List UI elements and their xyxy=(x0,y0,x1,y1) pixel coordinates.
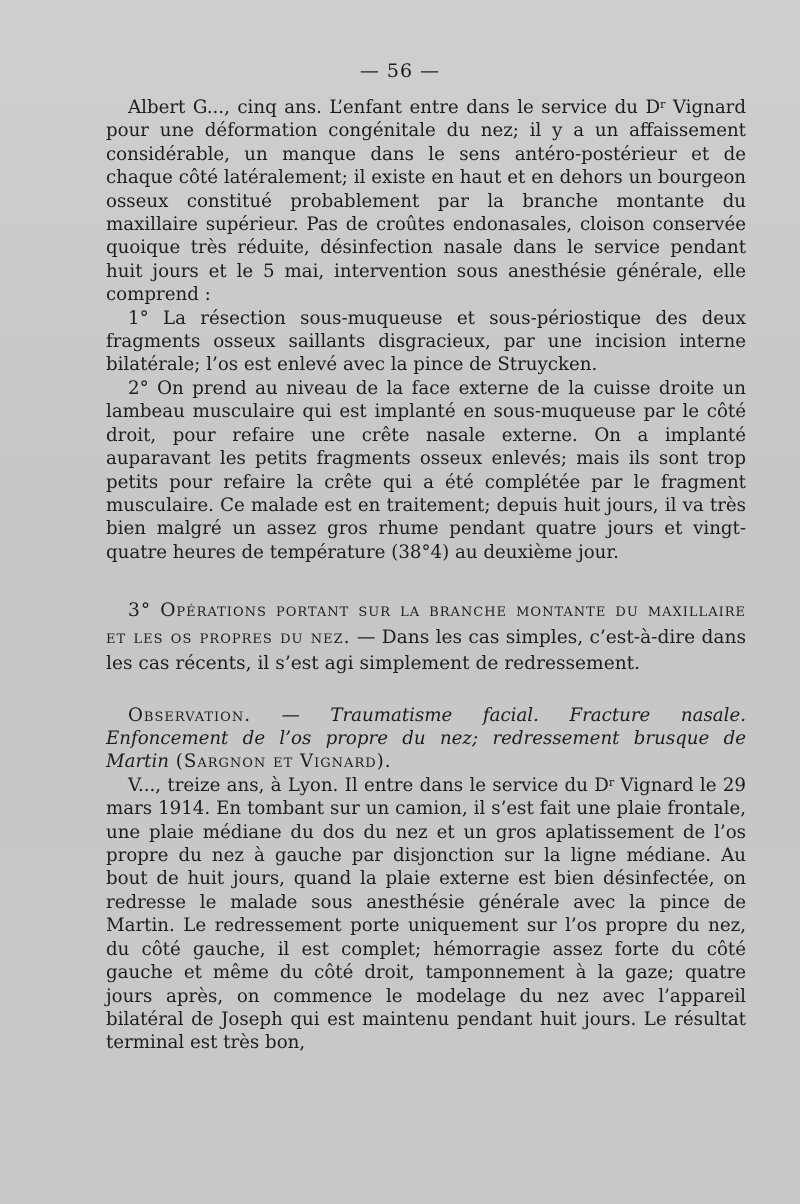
paragraph-albert-text: Albert G..., cinq ans. L’enfant entre dans le service du D xyxy=(128,97,661,118)
list-item-2: 2° On prend au niveau de la face externe de la cuisse droite un lambeau musculaire qui est implanté en sous-muqueuse par le côté droit, pour refaire une crête nasale externe. On a implanté auparavant les petits fragments osseux enlevés; mais ils sont trop petits pour refaire la crête qui a été complétée par le fragment musculaire. Ce malade est en traitement; depuis huit jours, il va très bien malgré un assez gros rhume pendant quatre jours et vingt-quatre heures de température (38°4) au deuxième jour. xyxy=(106,377,746,563)
section-paragraph xyxy=(106,598,746,678)
page-body xyxy=(106,96,746,1055)
observation-title: — Traumatisme facial. Fracture nasale. Enfoncement de l’os propre du nez; redressement brusque de Martin xyxy=(106,704,746,773)
observation-label: Observation. xyxy=(128,704,251,726)
paragraph-albert xyxy=(106,96,746,307)
paragraph-observation-text-rest: Vignard le 29 mars 1914. En tombant sur un camion, il s’est fait une plaie frontale, une plaie médiane du dos du nez et un gros aplatissement de l’os propre du nez à gauche par disjonction sur la ligne médiane. Au bout de huit jours, quand la plaie externe est bien désinfectée, on redresse le malade sous anesthésie générale avec la pince de Martin. Le redressement porte uniquement sur l’os propre du nez, du côté gauche, il est complet; hémorragie assez forte du côté gauche et même du côté droit, tamponnement à la gaze; quatre jours après, on commence le modelage du nez avec l’appareil bilatéral de Joseph qui est maintenu pendant huit jours. Le résultat terminal est très bon, xyxy=(106,774,746,1054)
section-text: — Dans les cas simples, c’est-à-dire dans les cas récents, il s’est agi simplement de redressement. xyxy=(106,626,746,675)
superscript-r-2: r xyxy=(608,775,615,789)
paragraph-observation xyxy=(106,774,746,1055)
page-number: — 56 — xyxy=(359,60,441,82)
list-item-1: 1° La résection sous-muqueuse et sous-périostique des deux fragments osseux saillants disgracieux, par une incision interne bilatérale; l’os est enlevé avec la pince de Struycken. xyxy=(106,307,746,376)
section-heading: 3° Opérations portant sur la branche montante du maxillaire et les os propres du nez. xyxy=(106,600,746,648)
paragraph-observation-text: V..., treize ans, à Lyon. Il entre dans le service du D xyxy=(128,774,609,796)
paragraph-albert-text-rest: Vignard pour une déformation congénitale du nez; il y a un affaissement considérable, un manque dans le sens antéro-postérieur et de chaque côté latéralement; il existe en haut et en dehors un bourgeon osseux constitué probablement par la branche montante du maxillaire supérieur. Pas de croûtes endonasales, cloison conservée quoique très réduite, désinfection nasale dans le service pendant huit jours et le 5 mai, intervention sous anesthésie générale, elle comprend : xyxy=(106,97,746,306)
observation-authors: (Sargnon et Vignard). xyxy=(169,751,392,773)
observation-heading xyxy=(106,704,746,774)
superscript-r: r xyxy=(660,98,666,111)
